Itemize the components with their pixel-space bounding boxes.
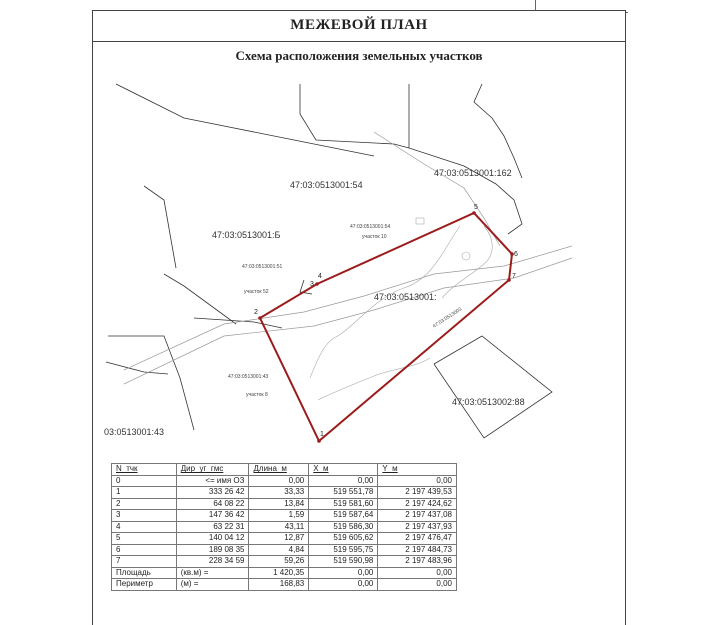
boundary-point-marker	[315, 282, 319, 286]
table-cell: 189 08 35	[176, 544, 249, 556]
table-cell: 33,33	[249, 487, 309, 499]
column-header: Дир_уг_гмс	[176, 464, 249, 476]
perimeter-row	[112, 579, 457, 591]
column-header: Y_м	[378, 464, 457, 476]
cadastral-plan	[104, 78, 572, 452]
table-cell: 2 197 484,73	[378, 544, 457, 556]
map-small-label: 47:03:0513003	[431, 306, 464, 330]
boundary-points	[258, 211, 514, 443]
table-cell: 6	[112, 544, 177, 556]
table-cell: 1,59	[249, 510, 309, 522]
point-label: 5	[474, 204, 478, 211]
table-cell: <= имя ОЗ	[176, 475, 249, 487]
table-cell: 64 08 22	[176, 498, 249, 510]
table-cell: 0,00	[309, 475, 378, 487]
parcel-label: 47:03:0513002:88	[452, 397, 525, 407]
table-cell: 2 197 439,53	[378, 487, 457, 499]
point-label: 3	[310, 281, 314, 288]
parcel-label: 47:03:0513001:Б	[212, 230, 281, 240]
table-cell: 13,84	[249, 498, 309, 510]
map-small-label: участок 8	[246, 392, 268, 398]
parcel-label: 47:03:0513001:54	[290, 180, 363, 190]
table-cell: 0,00	[309, 579, 378, 591]
table-cell: 0,00	[378, 475, 457, 487]
table-cell: 2	[112, 498, 177, 510]
table-cell: 147 36 42	[176, 510, 249, 522]
table-cell: 228 34 59	[176, 556, 249, 568]
coordinates-table	[111, 463, 457, 591]
table-cell: 4	[112, 521, 177, 533]
table-cell: 12,87	[249, 533, 309, 545]
table-cell: 519 590,98	[309, 556, 378, 568]
table-cell: (кв.м) =	[176, 567, 249, 579]
table-cell: 0,00	[378, 567, 457, 579]
map-small-label: 47:03:0513001:43	[228, 374, 269, 380]
table-cell: 519 586,30	[309, 521, 378, 533]
table-cell: 519 595,75	[309, 544, 378, 556]
point-label: 4	[318, 273, 322, 280]
table-cell: 5	[112, 533, 177, 545]
table-cell: 519 587,64	[309, 510, 378, 522]
table-cell: 519 581,60	[309, 498, 378, 510]
table-cell: 59,26	[249, 556, 309, 568]
point-label: 2	[254, 309, 258, 316]
parcel-label: 47:03:0513001:162	[434, 168, 512, 178]
area-row	[112, 567, 457, 579]
table-row	[112, 544, 457, 556]
boundary-point-marker	[507, 278, 511, 282]
neighbour-boundaries	[106, 84, 552, 438]
table-cell: (м) =	[176, 579, 249, 591]
map-small-label: участок 52	[244, 289, 269, 295]
table-row	[112, 498, 457, 510]
parcel-label: 03:0513001:43	[104, 427, 165, 437]
map-small-label: 47:03:0513001:54	[350, 224, 391, 230]
document-subtitle: Схема расположения земельных участков	[235, 48, 483, 63]
table-row	[112, 533, 457, 545]
table-cell: Площадь	[112, 567, 177, 579]
table-row	[112, 521, 457, 533]
table-cell: 0,00	[249, 475, 309, 487]
table-row	[112, 556, 457, 568]
column-header: Длина_м	[249, 464, 309, 476]
table-cell: 519 605,62	[309, 533, 378, 545]
document-title: МЕЖЕВОЙ ПЛАН	[290, 17, 428, 33]
boundary-point-marker	[258, 316, 262, 320]
table-cell: 63 22 31	[176, 521, 249, 533]
map-small-label: участок 10	[362, 234, 387, 240]
table-cell: 2 197 437,08	[378, 510, 457, 522]
table-cell: 2 197 437,93	[378, 521, 457, 533]
point-label: 1	[320, 431, 324, 438]
title-divider	[93, 41, 625, 42]
table-cell: 4,84	[249, 544, 309, 556]
table-cell: 3	[112, 510, 177, 522]
table-cell: 2 197 424,62	[378, 498, 457, 510]
table-row	[112, 475, 457, 487]
table-cell: Периметр	[112, 579, 177, 591]
column-header: X_м	[309, 464, 378, 476]
table-cell: 2 197 476,47	[378, 533, 457, 545]
column-header: N_тчк	[112, 464, 177, 476]
table-cell: 333 26 42	[176, 487, 249, 499]
boundary-point-marker	[472, 211, 476, 215]
boundary-point-marker	[317, 439, 321, 443]
table-cell: 2 197 483,96	[378, 556, 457, 568]
table-header-row	[112, 464, 457, 476]
table-cell: 140 04 12	[176, 533, 249, 545]
table-cell: 0,00	[309, 567, 378, 579]
table-row	[112, 510, 457, 522]
table-cell: 519 551,78	[309, 487, 378, 499]
parcel-label: 47:03:0513001:	[374, 292, 437, 302]
point-label: 6	[514, 251, 518, 258]
table-cell: 7	[112, 556, 177, 568]
table-cell: 43,11	[249, 521, 309, 533]
table-cell: 168,83	[249, 579, 309, 591]
table-row	[112, 487, 457, 499]
point-label: 7	[512, 273, 516, 280]
table-cell: 0	[112, 475, 177, 487]
table-cell: 0,00	[378, 579, 457, 591]
table-cell: 1 420,35	[249, 567, 309, 579]
table-cell: 1	[112, 487, 177, 499]
map-small-label: 47:03:0513001:51	[242, 264, 283, 270]
